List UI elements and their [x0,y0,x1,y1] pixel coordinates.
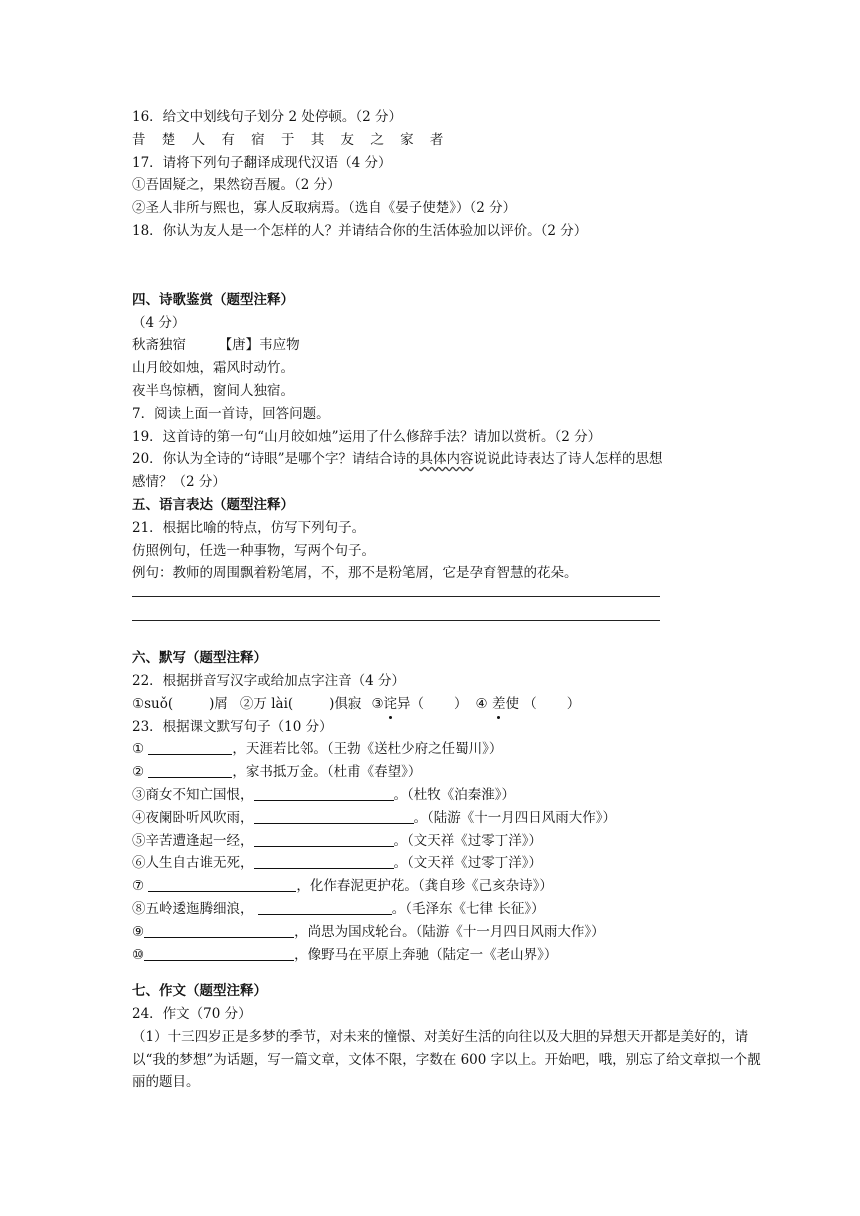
poem-title: 秋斋独宿 [132,337,186,354]
q22-items [132,693,772,716]
q17-prompt: 17．请将下列句子翻译成现代汉语（4 分） [132,154,392,171]
pinyin-item-2: ②万 lài( [239,695,294,712]
poem-line-1: 山月皎如烛，霜风时动竹。 [132,360,294,377]
char-item-3-num: ③ [371,695,384,712]
recite-num-2: ② [132,764,145,781]
recite-text-3a: ③商女不知亡国恨， [132,786,254,803]
section-4-score: （4 分） [132,314,186,331]
section-6-title: 六、默写（题型注释） [132,650,267,667]
pinyin-item-1-end: )屑 [209,695,228,712]
q17-item-2: ②圣人非所与熙也，寡人反取病焉。（选自《晏子使楚》）（2 分） [132,200,517,217]
recite-text-1: ，天涯若比邻。（王勃《送杜少府之任蜀川》） [232,741,503,758]
q21-example: 例句：教师的周围飘着粉笔屑，不，那不是粉笔屑，它是孕育智慧的花朵。 [132,565,578,582]
recite-text-8b: 。（毛泽东《七律 长征》） [391,900,545,917]
recite-line-8 [132,898,772,921]
recite-line-10 [132,944,772,967]
q20-emphasis: 具体内容 [419,451,474,468]
q16-sentence: 昔 楚 人 有 宿 于 其 友 之 家 者 [132,131,450,148]
dotted-char-3: 诧 [384,693,398,716]
recite-blank-5[interactable] [254,832,394,847]
recite-line-4 [132,807,772,830]
recite-text-5b: 。（文天祥《过零丁洋》） [393,832,542,849]
q21-instruction: 仿照例句，任选一种事物，写两个句子。 [132,542,375,559]
q24-prompt: 24．作文（70 分） [132,1006,252,1023]
char-item-3-end: ） [454,695,468,712]
recite-text-7: ，化作春泥更护花。（龚自珍《己亥杂诗》） [296,878,553,895]
q24-body: （1）十三四岁正是多梦的季节，对未来的憧憬、对美好生活的向往以及大胆的异想天开都是美好的，请以“我的梦想”为话题，写一篇文章，文体不限，字数在 600 字以上。开始吧，哦，别忘了给文章拟一个靓丽的题目。 [132,1028,761,1091]
pinyin-item-1: ①suǒ( [132,695,174,712]
recite-text-2: ，家书抵万金。（杜甫《春望》） [232,764,422,781]
recite-num-10: ⑩ [132,946,145,963]
recite-blank-9[interactable] [144,923,294,938]
recite-text-3b: 。（杜牧《泊秦淮》） [393,786,515,803]
recite-line-5 [132,830,772,853]
recite-text-10: ，像野马在平原上奔驰（陆定一《老山界》） [294,946,558,963]
recite-line-9 [132,921,772,944]
poem-heading [132,334,772,357]
q20-part-b: 说说此诗表达了诗人怎样的思想 [473,451,663,468]
q19-prompt: 19．这首诗的第一句“山月皎如烛”运用了什么修辞手法？请加以赏析。（2 分） [132,428,602,445]
char-item-4-num: ④ [475,695,492,712]
answer-line-2[interactable] [132,609,660,621]
recite-line-1 [132,738,772,761]
recite-blank-1[interactable] [148,740,232,755]
char-item-3: 异（ [397,695,425,712]
recite-text-6a: ⑥人生自古谁无死， [132,855,254,872]
q20-prompt [132,448,772,471]
recite-blank-4[interactable] [254,809,414,824]
poem-line-2: 夜半鸟惊栖，窗间人独宿。 [132,382,294,399]
recite-line-6 [132,852,772,875]
pinyin-item-2-end: )俱寂 [329,695,362,712]
char-item-4: 使 （ [505,695,537,712]
recite-blank-6[interactable] [254,854,394,869]
q17-item-1: ①吾固疑之，果然窃吾履。（2 分） [132,177,341,194]
section-5-title: 五、语言表达（题型注释） [132,496,294,513]
q16-prompt: 16．给文中划线句子划分 2 处停顿。（2 分） [132,109,402,125]
recite-blank-2[interactable] [148,763,232,778]
q18-prompt: 18．你认为友人是一个怎样的人？并请结合你的生活体验加以评价。（2 分） [132,222,588,239]
q7-prompt: 7．阅读上面一首诗，回答问题。 [132,405,330,422]
recite-blank-10[interactable] [144,946,294,961]
answer-line-1[interactable] [132,585,660,597]
recite-blank-3[interactable] [254,786,394,801]
recite-blank-7[interactable] [148,877,296,892]
q23-prompt: 23．根据课文默写句子（10 分） [132,718,333,735]
recite-num-7: ⑦ [132,878,145,895]
poem-author: 【唐】韦应物 [218,337,300,354]
recite-num-1: ① [132,741,145,758]
recite-text-8a: ⑧五岭逶迤腾细浪， [132,900,254,917]
dotted-char-4: 差 [492,693,506,716]
recite-text-4a: ④夜阑卧听风吹雨， [132,809,254,826]
section-4-title: 四、诗歌鉴赏（题型注释） [132,291,294,308]
recite-text-5a: ⑤辛苦遭逢起一经， [132,832,254,849]
recite-line-2 [132,761,772,784]
recite-line-3 [132,784,772,807]
q20-continuation: 感情？（2 分） [132,474,226,491]
q22-prompt: 22．根据拼音写汉字或给加点字注音（4 分） [132,672,406,689]
exam-page [132,106,772,1094]
q21-prompt: 21．根据比喻的特点，仿写下列句子。 [132,519,366,536]
char-item-4-end: ） [566,695,581,712]
recite-text-6b: 。（文天祥《过零丁洋》） [393,855,542,872]
recite-blank-8[interactable] [258,900,392,915]
recite-text-9: ，尚思为国戍轮台。（陆游《十一月四日风雨大作》） [294,923,605,940]
recite-line-7 [132,875,772,898]
recite-text-4b: 。（陆游《十一月四日风雨大作》） [413,809,616,826]
section-7-title: 七、作文（题型注释） [132,983,267,1000]
q20-part-a: 20．你认为全诗的“诗眼”是哪个字？请结合诗的 [132,451,420,468]
recite-num-9: ⑨ [132,923,145,940]
